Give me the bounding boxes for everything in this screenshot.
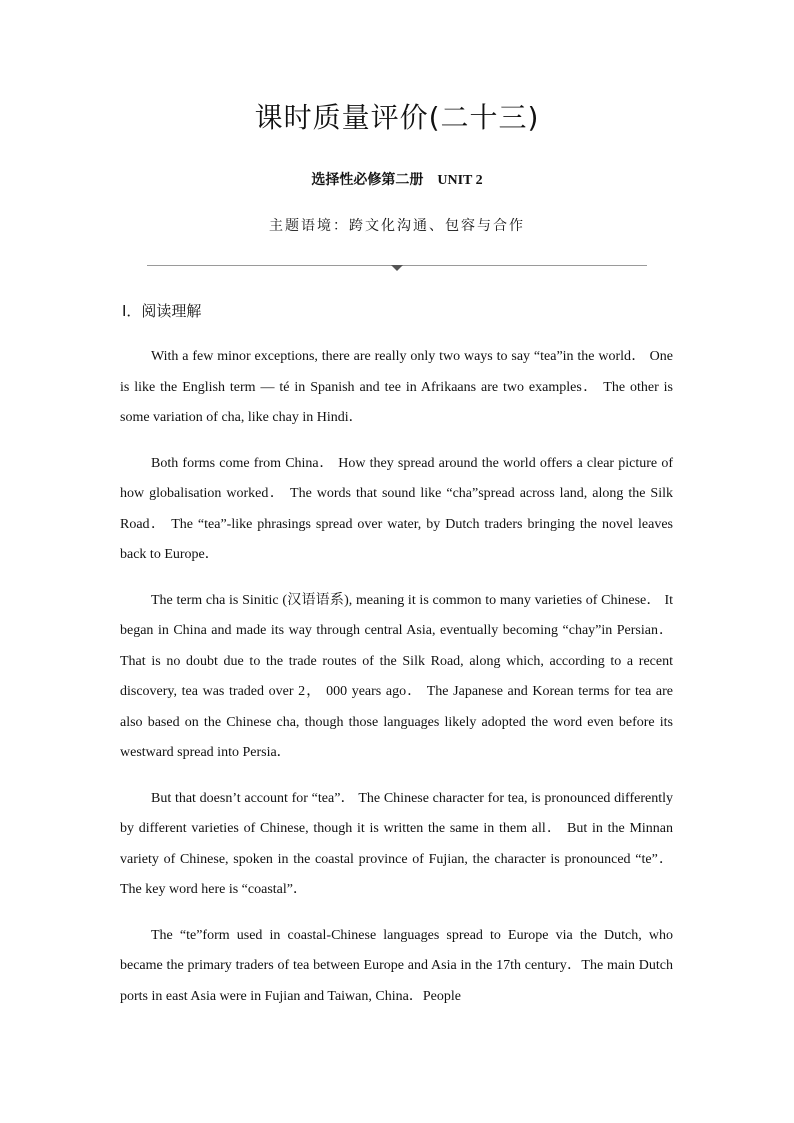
paragraph-5: The “te”form used in coastal-Chinese languages spread to Europe via the Dutch, who became the primary traders of tea between Europe and Asia in the 17th century．The main Dutch ports in east Asia were in Fujian and Taiwan, China．People: [120, 927, 673, 1004]
paragraph-2: Both forms come from China． How they spread around the world offers a clear picture of how globalisation worked． The words that sound like “cha”spread across land, along the Silk Road． The “tea”-like phrasings spread over water, by Dutch traders bringing the novel leaves back to Europe．: [120, 455, 673, 562]
paragraph-3: The term cha is Sinitic (汉语语系), meaning it is common to many varieties of Chinese． It began in China and made its way through central Asia, eventually becoming “chay”in Persian． That is no doubt due to the trade routes of the Silk Road, along which, according to a recent discovery, tea was traded over 2， 000 years ago． The Japanese and Korean terms for tea are also based on the Chinese cha, though those languages likely adopted the word even before its westward spread into Persia．: [120, 592, 673, 760]
theme-line: 主题语境：跨文化沟通、包容与合作: [269, 218, 525, 234]
subtitle-book: 选择性必修第二册: [311, 172, 424, 188]
paragraph-4: But that doesn’t account for “tea”． The Chinese character for tea, is pronounced differently by different varieties of Chinese, though it is written the same in them all． But in the Minnan variety of Chinese, spoken in the coastal province of Fujian, the character is pronounced “te”． The key word here is “coastal”．: [120, 790, 673, 897]
paragraph-1: With a few minor exceptions, there are really only two ways to say “tea”in the world． One is like the English term — té in Spanish and tee in Afrikaans are two examples． The other is some variation of cha, like chay in Hindi．: [120, 349, 673, 425]
reading-passage: [120, 342, 673, 1027]
page-subtitle: [0, 169, 794, 189]
page-title: 课时质量评价(二十三): [254, 101, 540, 134]
section-heading: Ⅰ．阅读理解: [122, 302, 202, 320]
subtitle-unit: UNIT 2: [437, 173, 483, 188]
divider-arrow-icon: [391, 265, 403, 271]
